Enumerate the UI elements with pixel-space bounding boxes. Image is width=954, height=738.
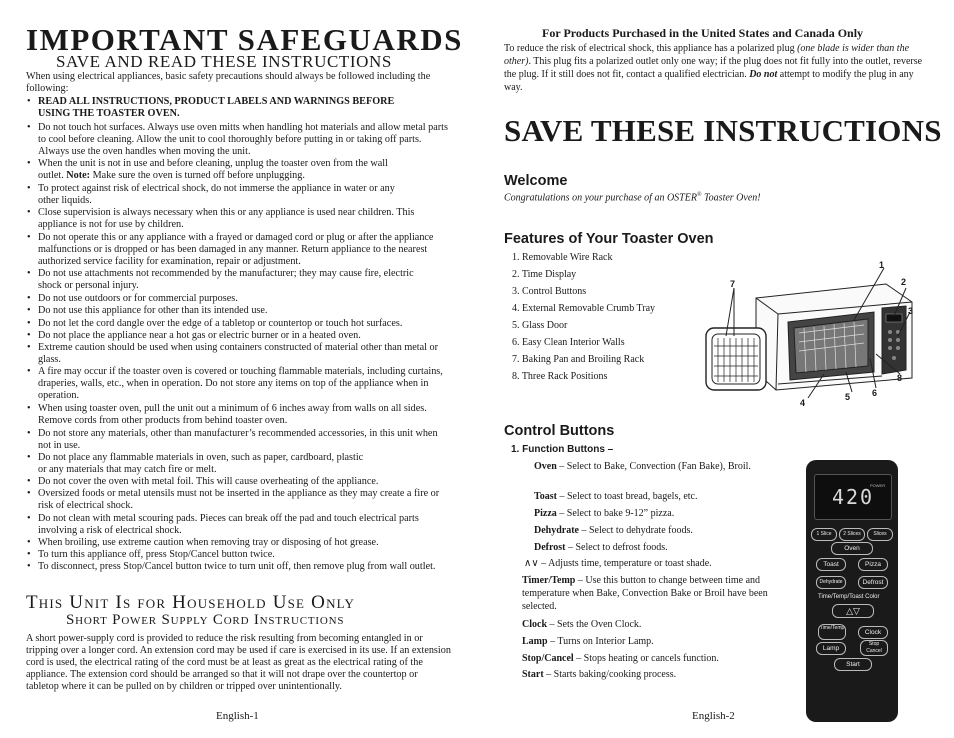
bullet-icon: • (27, 428, 31, 439)
function-buttons-heading: 1. Function Buttons – (511, 444, 614, 455)
list-item: 7. Baking Pan and Broiling Rack (512, 354, 645, 365)
cord-title: Short Power Supply Cord Instructions (66, 612, 345, 628)
start-button: Start (834, 658, 872, 671)
list-item-text: To protect against risk of electrical shock, do not immerse the appliance in water or any other liquids. (38, 183, 395, 206)
bullet-icon: • (27, 513, 31, 524)
list-item: Clock – Sets the Oven Clock. (522, 619, 642, 630)
defrost-button: Defrost (858, 576, 888, 589)
intro-text: When using electrical appliances, basic safety precautions should always be followed including the following: (26, 71, 431, 94)
bullet-icon: • (27, 158, 31, 169)
list-item: 8. Three Rack Positions (512, 371, 608, 382)
one-slice-button: 1 Slice (811, 528, 837, 541)
list-item-text: Do not operate this or any appliance with a frayed or damaged cord or plug or after the appliance malfunctions or is dropped or has been damaged in any manner. Return appliance to the nearest authorized service facility for examination, repair or adjustment. (38, 232, 434, 267)
up-down-arrows-icon: △▽ (846, 606, 860, 616)
pizza-button: Pizza (858, 558, 888, 571)
save-title: SAVE THESE INSTRUCTIONS (504, 113, 942, 148)
callout-6: 6 (872, 388, 878, 398)
bullet-icon: • (27, 537, 31, 548)
bullet-icon: • (27, 561, 31, 572)
callout-1: 1 (879, 260, 885, 270)
oven-button: Oven (831, 542, 873, 555)
callout-5: 5 (845, 392, 851, 402)
controls-heading: Control Buttons (504, 423, 615, 439)
bullet-icon: • (27, 366, 31, 377)
features-heading: Features of Your Toaster Oven (504, 231, 714, 247)
stop-cancel-button: Stop Cancel (860, 640, 888, 656)
bullet-icon: • (27, 207, 31, 218)
bullet-icon: • (27, 342, 31, 353)
list-item: 1. Removable Wire Rack (512, 252, 613, 263)
list-item-text: Do not place the appliance near a hot gas or electric burner or in a heated oven. (38, 330, 361, 341)
household-title: This Unit Is for Household Use Only (26, 592, 356, 613)
toast-button: Toast (816, 558, 846, 571)
cord-text: A short power-supply cord is provided to reduce the risk resulting from becoming entangled in or tripping over a longer cord. An extension cord may be used if care is exercised in its use. If an extension cord is used, the electrical rating of the cord must be at least as great as the electrical rating of the appliance. The extension cord should be arranged so that it will not drape over the countertop or tabletop where it can be pulled on by children or tripped over unintentionally. (26, 633, 451, 692)
bullet-icon: • (27, 476, 31, 487)
callout-7: 7 (730, 279, 736, 289)
callout-2: 2 (901, 277, 907, 287)
bullet-icon: • (27, 318, 31, 329)
list-item-text: Make sure the oven is turned off before unplugging. (92, 170, 305, 181)
welcome-text: Congratulations on your purchase of an OSTER® Toaster Oven! (504, 192, 761, 204)
list-item-text: Close supervision is always necessary when this or any appliance is used near children. This appliance is not for use by children. (38, 207, 415, 230)
bullet-icon: • (27, 268, 31, 279)
time-display: 420 (814, 474, 892, 520)
list-item-text: Do not use outdoors or for commercial purposes. (38, 293, 238, 304)
list-item-text: Do not let the cord dangle over the edge of a tabletop or countertop or touch hot surfaces. (38, 318, 403, 329)
shade-label: Time/Temp/Toast Color (818, 594, 880, 600)
list-item: Dehydrate – Select to dehydrate foods. (534, 525, 693, 536)
bullet-icon: • (27, 452, 31, 463)
list-item: 3. Control Buttons (512, 286, 587, 297)
list-item-text: To disconnect, press Stop/Cancel button twice to turn unit off, then remove plug from wall outlet. (38, 561, 436, 572)
list-item-text: When the unit is not in use and before cleaning, unplug the toaster oven from the wall outlet. (38, 158, 388, 181)
time-temp-button: Time/Temp (818, 624, 846, 640)
bullet-icon: • (27, 232, 31, 243)
list-item: Oven – Select to Bake, Convection (Fan Bake), Broil. (534, 461, 751, 472)
list-item-text: Extreme caution should be used when using containers constructed of material other than metal or glass. (38, 342, 439, 365)
list-item-text: When broiling, use extreme caution when removing tray or disposing of hot grease. (38, 537, 379, 548)
list-item-text: Do not clean with metal scouring pads. Pieces can break off the pad and touch electrical parts involving a risk of electrical shock. (38, 513, 419, 536)
list-item: Stop/Cancel – Stops heating or cancels function. (522, 653, 719, 664)
lamp-button: Lamp (816, 642, 846, 655)
left-page (26, 0, 463, 738)
bullet-icon: • (27, 330, 31, 341)
bold-instruction: READ ALL INSTRUCTIONS, PRODUCT LABELS AND WARNINGS BEFORE USING THE TOASTER OVEN. (38, 96, 395, 119)
list-item-text: Do not cover the oven with metal foil. This will cause overheating of the appliance. (38, 476, 379, 487)
dehydrate-button: Dehydrate (816, 576, 846, 589)
power-label: POWER (870, 483, 886, 488)
list-item: 5. Glass Door (512, 320, 568, 331)
list-item: Timer/Temp – Use this button to change between time and temperature when Bake, Convection Bake or Broil have been selected. (522, 575, 768, 612)
list-item-text: When using toaster oven, pull the unit out a minimum of 6 inches away from walls on all sides. Remove cords from other products from behind toaster oven. (38, 403, 427, 426)
right-page (504, 0, 942, 738)
callout-4: 4 (800, 398, 806, 408)
list-item-text: Do not use attachments not recommended by the manufacturer; they may cause fire, electric shock or personal injury. (38, 268, 414, 291)
list-item: Defrost – Select to defrost foods. (534, 542, 668, 553)
page-subtitle: SAVE AND READ THESE INSTRUCTIONS (56, 52, 392, 71)
list-item: ∧∨ – Adjusts time, temperature or toast shade. (524, 558, 712, 569)
list-item-text: Oversized foods or metal utensils must not be inserted in the appliance as they may create a fire or risk of electrical shock. (38, 488, 440, 511)
two-slices-button: 2 Slices (839, 528, 865, 541)
page-title: IMPORTANT SAFEGUARDS (26, 22, 463, 57)
callout-8: 8 (897, 373, 903, 383)
note-label: Note: (66, 170, 91, 181)
list-item-text: Do not touch hot surfaces. Always use oven mitts when handling hot materials and allow metal parts to cool before cleaning. Allow the unit to cool thoroughly before putting in or taking off parts. Always use the oven handles when moving the unit. (38, 122, 448, 157)
bullet-icon: • (27, 183, 31, 194)
slices-button: Slices (867, 528, 893, 541)
toaster-oven-diagram (704, 258, 928, 410)
list-item: 6. Easy Clean Interior Walls (512, 337, 625, 348)
list-item: Start – Starts baking/cooking process. (522, 669, 677, 680)
bullet-icon: • (27, 488, 31, 499)
bullet-icon: • (27, 549, 31, 560)
page-number: English-1 (216, 710, 259, 722)
bullet-icon: • (27, 293, 31, 304)
bullet-icon: • (27, 305, 31, 316)
clock-button: Clock (858, 626, 888, 639)
list-item: Lamp – Turns on Interior Lamp. (522, 636, 654, 647)
list-item-text: Do not use this appliance for other than its intended use. (38, 305, 268, 316)
bullet-icon: • (27, 122, 31, 133)
usa-text: To reduce the risk of electrical shock, this appliance has a polarized plug (one blade is wider than the other). This plug fits a polarized outlet only one way; if the plug does not fit fully into the outlet, reverse the plug. If it still does not fit, contact a qualified electrician. Do not attempt to modify the plug in any way. (504, 43, 923, 93)
list-item: Toast – Select to toast bread, bagels, etc. (534, 491, 698, 502)
usa-title: For Products Purchased in the United States and Canada Only (542, 26, 864, 40)
list-item: Pizza – Select to bake 9-12” pizza. (534, 508, 675, 519)
list-item-text: Do not place any flammable materials in oven, such as paper, cardboard, plastic or any materials that may catch fire or melt. (38, 452, 364, 475)
page-number: English-2 (692, 710, 735, 722)
welcome-heading: Welcome (504, 173, 568, 189)
control-panel-illustration (806, 460, 898, 722)
list-item-text: Do not store any materials, other than manufacturer’s recommended accessories, in this unit when not in use. (38, 428, 438, 451)
up-down-arrows-icon: ∧∨ (524, 558, 539, 569)
up-down-button (832, 604, 874, 618)
bullet-icon: • (27, 96, 31, 107)
bullet-icon: • (27, 403, 31, 414)
list-item-text: To turn this appliance off, press Stop/Cancel button twice. (38, 549, 275, 560)
list-item: 2. Time Display (512, 269, 577, 280)
callout-3: 3 (908, 306, 914, 316)
list-item-text: A fire may occur if the toaster oven is covered or touching flammable materials, including curtains, draperies, walls, etc., when in operation. Do not store any items on top of the appliance when in operation. (38, 366, 443, 401)
list-item: 4. External Removable Crumb Tray (512, 303, 656, 314)
